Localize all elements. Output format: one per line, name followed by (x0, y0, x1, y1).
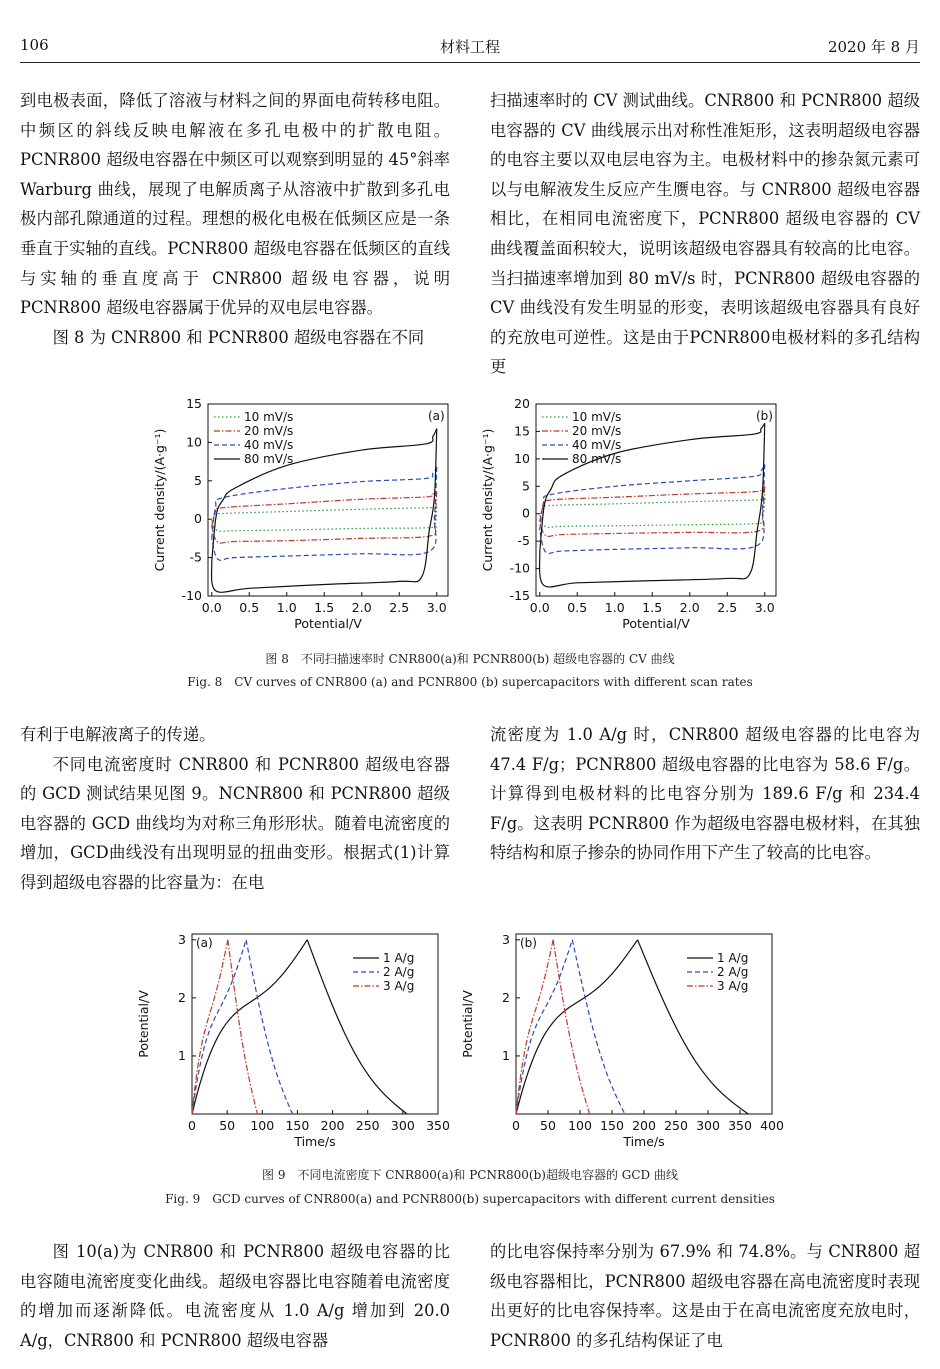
x-tick-label: 250 (355, 1118, 380, 1133)
x-axis-label: Time/s (623, 1134, 665, 1149)
legend-label: 1 A/g (383, 951, 415, 965)
x-axis-label: Potential/V (294, 616, 362, 631)
x-axis-label: Time/s (294, 1134, 336, 1149)
cv-chart-a (150, 390, 450, 630)
y-tick-label: 2 (502, 989, 510, 1005)
text-column-right-middle (490, 720, 920, 868)
x-tick-label: 150 (600, 1118, 624, 1133)
gcd-charge-curve (192, 940, 246, 1114)
y-tick-label: -5 (517, 533, 530, 549)
legend-label: 2 A/g (383, 965, 415, 979)
x-tick-label: 300 (696, 1118, 720, 1133)
x-tick-label: 100 (568, 1118, 592, 1133)
text-column-left-top (20, 86, 450, 352)
x-tick-label: 0.0 (529, 600, 550, 615)
cv-curve-lower (212, 467, 437, 560)
legend-label: 40 mV/s (572, 438, 622, 452)
gcd-chart-b (460, 920, 784, 1160)
x-tick-label: 2.5 (389, 600, 410, 615)
y-tick-label: 0 (194, 511, 202, 527)
legend-label: 20 mV/s (244, 424, 294, 438)
y-tick-label: 1 (502, 1047, 510, 1063)
text-column-left-middle (20, 720, 450, 898)
paragraph: 不同电流密度时 CNR800 和 PCNR800 超级电容器的 GCD 测试结果见图 9。NCNR800 和 PCNR800 超级电容器的 GCD 曲线均为对称三角形形状。随着电流密度的增加，GCD曲线没有出现明显的扭曲变形。根据式(1)计算得到超级电容器的比容量为：在电 (20, 754, 450, 892)
cv-curve-upper (540, 464, 765, 530)
legend-label: 80 mV/s (244, 452, 294, 466)
journal-title: 材料工程 (439, 38, 500, 56)
cv-curve-upper (212, 492, 437, 527)
y-tick-label: -10 (509, 560, 530, 576)
x-tick-label: 2.5 (717, 600, 738, 615)
paragraph: 的比电容保持率分别为 67.9% 和 74.8%。与 CNR800 超级电容器相比，PCNR800 超级电容器在高电流密度时表现出更好的比电容保持率。这是由于在高电流密度充放电时，PCNR800 的多孔结构保证了电 (490, 1242, 920, 1350)
gcd-discharge-curve (553, 940, 589, 1114)
y-tick-label: 10 (186, 434, 202, 450)
y-tick-label: 3 (178, 931, 186, 947)
legend-label: 1 A/g (717, 951, 749, 965)
gcd-discharge-curve (572, 940, 624, 1114)
paragraph: 到电极表面，降低了溶液与材料之间的界面电荷转移电阻。中频区的斜线反映电解液在多孔电极中的扩散电阻。PCNR800 超级电容器在中频区可以观察到明显的 45°斜率 Warburg 曲线，展现了电解质离子从溶液中扩散到多孔电极内部孔隙通道的过程。理想的极化电极在低频区应是一条垂直于实轴的直线。PCNR800 超级电容器在低频区的直线与实轴的垂直度高于 CNR800 超级电容器，说明 PCNR800 超级电容器属于优异的双电层电容器。 (20, 91, 450, 318)
cv-curve-lower (540, 486, 765, 536)
x-tick-label: 0 (512, 1118, 520, 1133)
header-rule (20, 62, 920, 63)
x-tick-label: 0.0 (201, 600, 222, 615)
text-column-left-bottom (20, 1237, 450, 1355)
x-tick-label: 100 (250, 1118, 275, 1133)
y-tick-label: 3 (502, 931, 510, 947)
legend-label: 20 mV/s (572, 424, 622, 438)
x-tick-label: 0 (188, 1118, 196, 1133)
x-tick-label: 300 (390, 1118, 415, 1133)
y-tick-label: 20 (514, 396, 530, 411)
x-tick-label: 350 (426, 1118, 450, 1133)
x-tick-label: 400 (760, 1118, 784, 1133)
y-tick-label: 2 (178, 989, 186, 1005)
x-tick-label: 3.0 (754, 600, 775, 615)
x-tick-label: 1.5 (314, 600, 335, 615)
legend-label: 3 A/g (383, 979, 415, 993)
x-axis-label: Potential/V (622, 616, 690, 631)
cv-curve-upper (212, 467, 437, 538)
cv-chart-b (478, 390, 778, 630)
x-tick-label: 2.0 (351, 600, 372, 615)
gcd-charge-curve (192, 940, 307, 1114)
figure-9-caption-cn: 图 9 不同电流密度下 CNR800(a)和 PCNR800(b)超级电容器的 GCD 曲线 (262, 1168, 678, 1182)
y-tick-label: 15 (514, 423, 530, 439)
y-tick-label: 0 (522, 505, 530, 521)
x-tick-label: 0.5 (239, 600, 260, 615)
figure-8 (0, 390, 940, 690)
panel-label: (b) (520, 936, 537, 950)
y-axis-label: Current density/(A·g⁻¹) (480, 428, 495, 572)
page-number: 106 (20, 36, 49, 54)
gcd-charge-curve (516, 940, 638, 1114)
issue-date: 2020 年 8 月 (827, 38, 920, 56)
panel-label: (b) (756, 409, 773, 423)
gcd-discharge-curve (246, 940, 292, 1114)
x-tick-label: 50 (540, 1118, 556, 1133)
y-tick-label: 15 (186, 396, 202, 411)
y-tick-label: 1 (178, 1047, 186, 1063)
x-tick-label: 250 (664, 1118, 688, 1133)
x-tick-label: 200 (320, 1118, 345, 1133)
panel-label: (a) (196, 936, 213, 950)
legend-label: 10 mV/s (572, 410, 622, 424)
panel-label: (a) (428, 409, 445, 423)
y-tick-label: 5 (522, 478, 530, 494)
x-tick-label: 50 (219, 1118, 236, 1133)
y-tick-label: -5 (189, 549, 202, 565)
x-tick-label: 150 (285, 1118, 310, 1133)
y-tick-label: -10 (181, 588, 202, 603)
paragraph: 流密度为 1.0 A/g 时，CNR800 超级电容器的比电容为 47.4 F/g；PCNR800 超级电容器的比电容为 58.6 F/g。计算得到电极材料的比电容分别为 189.6 F/g 和 234.4 F/g。这表明 PCNR800 作为超级电容器电极材料，在其独特结构和原子掺杂的协同作用下产生了较高的比电容。 (490, 725, 920, 863)
gcd-discharge-curve (228, 940, 258, 1114)
legend-label: 10 mV/s (244, 410, 294, 424)
gcd-chart-a (136, 920, 450, 1160)
x-tick-label: 1.0 (276, 600, 297, 615)
legend-label: 40 mV/s (244, 438, 294, 452)
paragraph: 扫描速率时的 CV 测试曲线。CNR800 和 PCNR800 超级电容器的 CV 曲线展示出对称性准矩形，这表明超级电容器的电容主要以双电层电容为主。电极材料中的掺杂氮元素可以与电解液发生反应产生赝电容。与 CNR800 超级电容器相比，在相同电流密度下，PCNR800 超级电容器的 CV 曲线覆盖面积较大，说明该超级电容器具有较高的比电容。当扫描速率增加到 80 mV/s 时，PCNR800 超级电容器的 CV 曲线没有发生明显的形变，表明该超级电容器具有良好的充放电可逆性。这是由于PCNR800电极材料的多孔结构更 (490, 91, 920, 377)
figure-9 (0, 920, 940, 1210)
x-tick-label: 200 (632, 1118, 656, 1133)
y-axis-label: Potential/V (136, 990, 151, 1058)
x-tick-label: 2.0 (679, 600, 700, 615)
paragraph: 图 8 为 CNR800 和 PCNR800 超级电容器在不同 (52, 327, 425, 347)
paragraph: 图 10(a)为 CNR800 和 PCNR800 超级电容器的比电容随电流密度变化曲线。超级电容器比电容随着电流密度的增加而逐渐降低。电流密度从 1.0 A/g 增加到 20.0 A/g，CNR800 和 PCNR800 超级电容器 (20, 1242, 450, 1350)
x-tick-label: 3.0 (426, 600, 447, 615)
y-axis-label: Potential/V (460, 990, 475, 1058)
legend-label: 2 A/g (717, 965, 749, 979)
x-tick-label: 1.5 (642, 600, 663, 615)
x-tick-label: 350 (728, 1118, 752, 1133)
gcd-charge-curve (192, 940, 228, 1114)
x-tick-label: 1.0 (604, 600, 625, 615)
y-tick-label: 5 (194, 472, 202, 488)
gcd-charge-curve (516, 940, 553, 1114)
text-column-right-bottom (490, 1237, 920, 1355)
gcd-charge-curve (516, 940, 572, 1114)
x-tick-label: 0.5 (567, 600, 588, 615)
figure-9-caption-en: Fig. 9 GCD curves of CNR800(a) and PCNR800(b) supercapacitors with different current densities (165, 1192, 775, 1206)
legend-label: 3 A/g (717, 979, 749, 993)
cv-curve-upper (540, 486, 765, 522)
cv-curve-lower (212, 492, 437, 544)
cv-curve-lower (540, 464, 765, 553)
y-axis-label: Current density/(A·g⁻¹) (152, 428, 167, 572)
figure-8-caption-en: Fig. 8 CV curves of CNR800 (a) and PCNR800 (b) supercapacitors with different scan rates (187, 675, 753, 689)
cv-curve-upper (540, 498, 765, 516)
text-column-right-top (490, 86, 920, 382)
cv-curve-lower (540, 498, 765, 527)
paragraph: 有利于电解液离子的传递。 (20, 725, 216, 744)
figure-8-caption-cn: 图 8 不同扫描速率时 CNR800(a)和 PCNR800(b) 超级电容器的 CV 曲线 (265, 652, 675, 666)
cv-curve-upper (212, 507, 437, 522)
legend-label: 80 mV/s (572, 452, 622, 466)
cv-curve-lower (212, 507, 437, 532)
y-tick-label: -15 (509, 588, 530, 603)
y-tick-label: 10 (514, 450, 530, 466)
